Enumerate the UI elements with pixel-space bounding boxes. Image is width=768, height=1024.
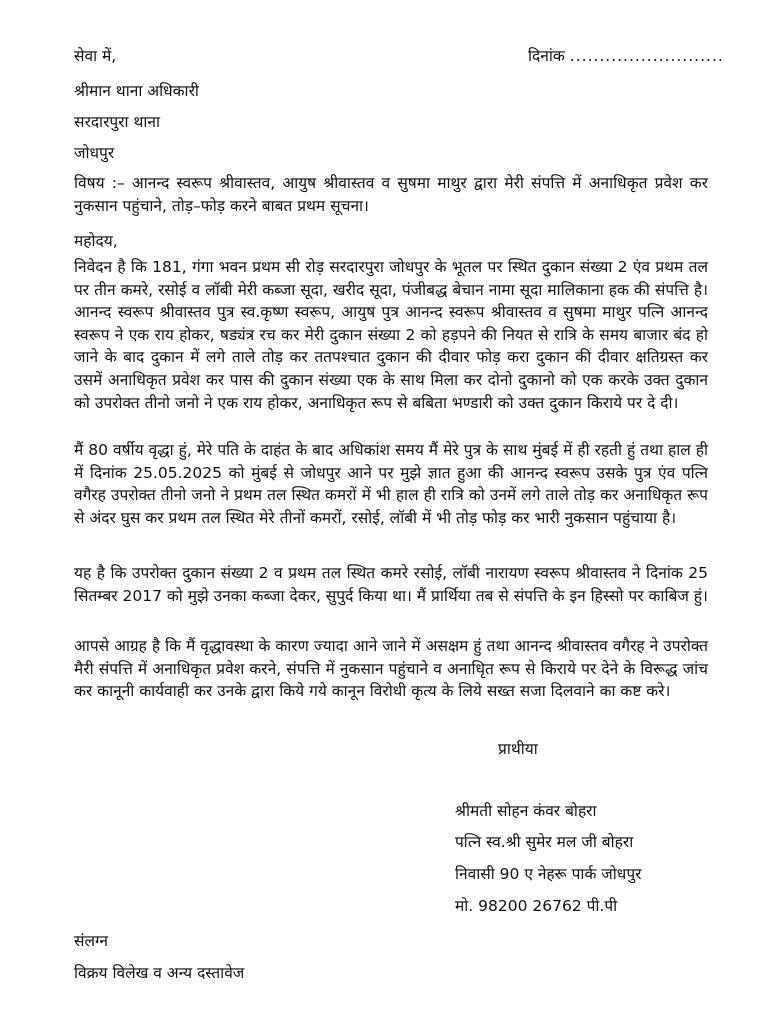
body-paragraph-4: आपसे आग्रह है कि मैं वृद्धावस्था के कारण ज्यादा आने जाने में असक्षम हुं तथा आनन्द श्रीवास्तव वगैरह ने उपरोक्त मैरी संपत्ति में अनाधिकृत प्रवेश करने, संपत्ति में नुकसान पहुंचाने व अनाधिृत रूप से किराये पर देने के विरूद्ध जांच कर कानूनी कार्यवाही कर उनके द्वारा किये गये कानून विरोधी कृत्य के लिये सख्त सजा दिलवाने का कष्ट करे। <box>74 637 708 701</box>
signature-name: श्रीमती सोहन कंवर बोहरा <box>455 802 597 820</box>
subject: विषय :– आनन्द स्वरूप श्रीवास्तव, आयुष श्रीवास्तव व सुषमा माथुर द्वारा मेरी संपत्ति में अनाधिकृत प्रवेश कर नुकसान पहुंचाने, तोड़–फोड़ करने बाबत प्रथम सूचना। <box>74 174 708 215</box>
enclosure-item: विक्रय विलेख व अन्य दस्तावेज <box>74 964 245 982</box>
signature-relation: पत्नि स्व.श्री सुमेर मल जी बोहरा <box>455 833 634 851</box>
body-paragraph-2: मैं 80 वर्षीय वृद्धा हुं, मेरे पति के दाहंत के बाद अधिकांश समय मैं मेरे पुत्र के साथ मुंबई में ही रहती हुं तथा हाल ही में दिनांक 25.05.2025 को मुंबई से जोधपुर आने पर मुझे ज्ञात हुआ की आनन्द स्वरूप उसके पुत्र एंव पत्नि वगैरह उपरोक्त तीनो जनो ने प्रथम तल स्थित कमरों में भी हाल ही रात्रि को उनमें लगे ताले तोड़ कर अनाधिकृत रूप से अंदर घुस कर प्रथम तल स्थित मेरे तीनों कमरों, रसोई, लॉबी में भी तोड़ फोड़ कर भारी नुकसान पहुंचाया है। <box>74 441 708 527</box>
date-value: .......................... <box>569 47 724 65</box>
applicant-label: प्राथीया <box>498 740 538 758</box>
greeting: महोदय, <box>74 232 118 250</box>
date-line <box>528 44 724 66</box>
salutation-to: सेवा में, <box>74 47 117 65</box>
recipient-line-officer: श्रीमान थाना अधिकारी <box>74 82 199 100</box>
signature-mobile: मो. 98200 26762 पी.पी <box>455 897 618 915</box>
body-paragraph-1: निवेदन है कि 181, गंगा भवन प्रथम सी रोड़ सरदारपुरा जोधपुर के भूतल पर स्थित दुकान संख्या 2 एंव प्रथम तल पर तीन कमरे, रसोई व लॉबी मेरी कब्जा सूदा, खरीद सूदा, पंजीबद्ध बेचान नामा सूदा मालिकाना हक की संपत्ति है। आनन्द स्वरूप श्रीवास्तव पुत्र स्व.कृष्ण स्वरूप, आयुष पुत्र आनन्द स्वरूप श्रीवास्तव व सुषमा माथुर पत्नि आनन्द स्वरूप ने एक राय होकर, षड्यंत्र रच कर मेरी दुकान संख्या 2 को हड़पने की नियत से रात्रि के समय बाजार बंद हो जाने के बाद दुकान में लगे ताले तोड़ कर ततपश्चात दुकान की दीवार फोड़ करा दुकान की दीवार क्षतिग्रस्त कर उसमें अनाधिकृत प्रवेश कर पास की दुकान संख्या एक के साथ मिला कर दोनो दुकानो को एक करके उक्त दुकान को उपरोक्त तीनो जनो ने एक राय होकर, अनाधिकृत रूप से बबिता भण्डारी को उक्त दुकान किराये पर दे दी। <box>74 258 708 412</box>
signature-address: निवासी 90 ए नेहरू पार्क जोधपुर <box>455 865 642 883</box>
recipient-line-city: जोधपुर <box>74 144 115 162</box>
date-label: दिनांक <box>528 47 565 65</box>
enclosure-label: संलग्न <box>74 932 108 950</box>
body-paragraph-3: यह है कि उपरोक्त दुकान संख्या 2 व प्रथम तल स्थित कमरे रसोई, लॉबी नारायण स्वरूप श्रीवास्तव ने दिनांक 25 सितम्बर 2017 को मुझे उनका कब्जा देकर, सुपुर्द किया था। मैं प्रार्थिया तब से संपत्ति के इन हिस्सो पर काबिज हुं। <box>74 564 708 605</box>
recipient-line-station: सरदारपुरा थाना <box>74 113 161 131</box>
